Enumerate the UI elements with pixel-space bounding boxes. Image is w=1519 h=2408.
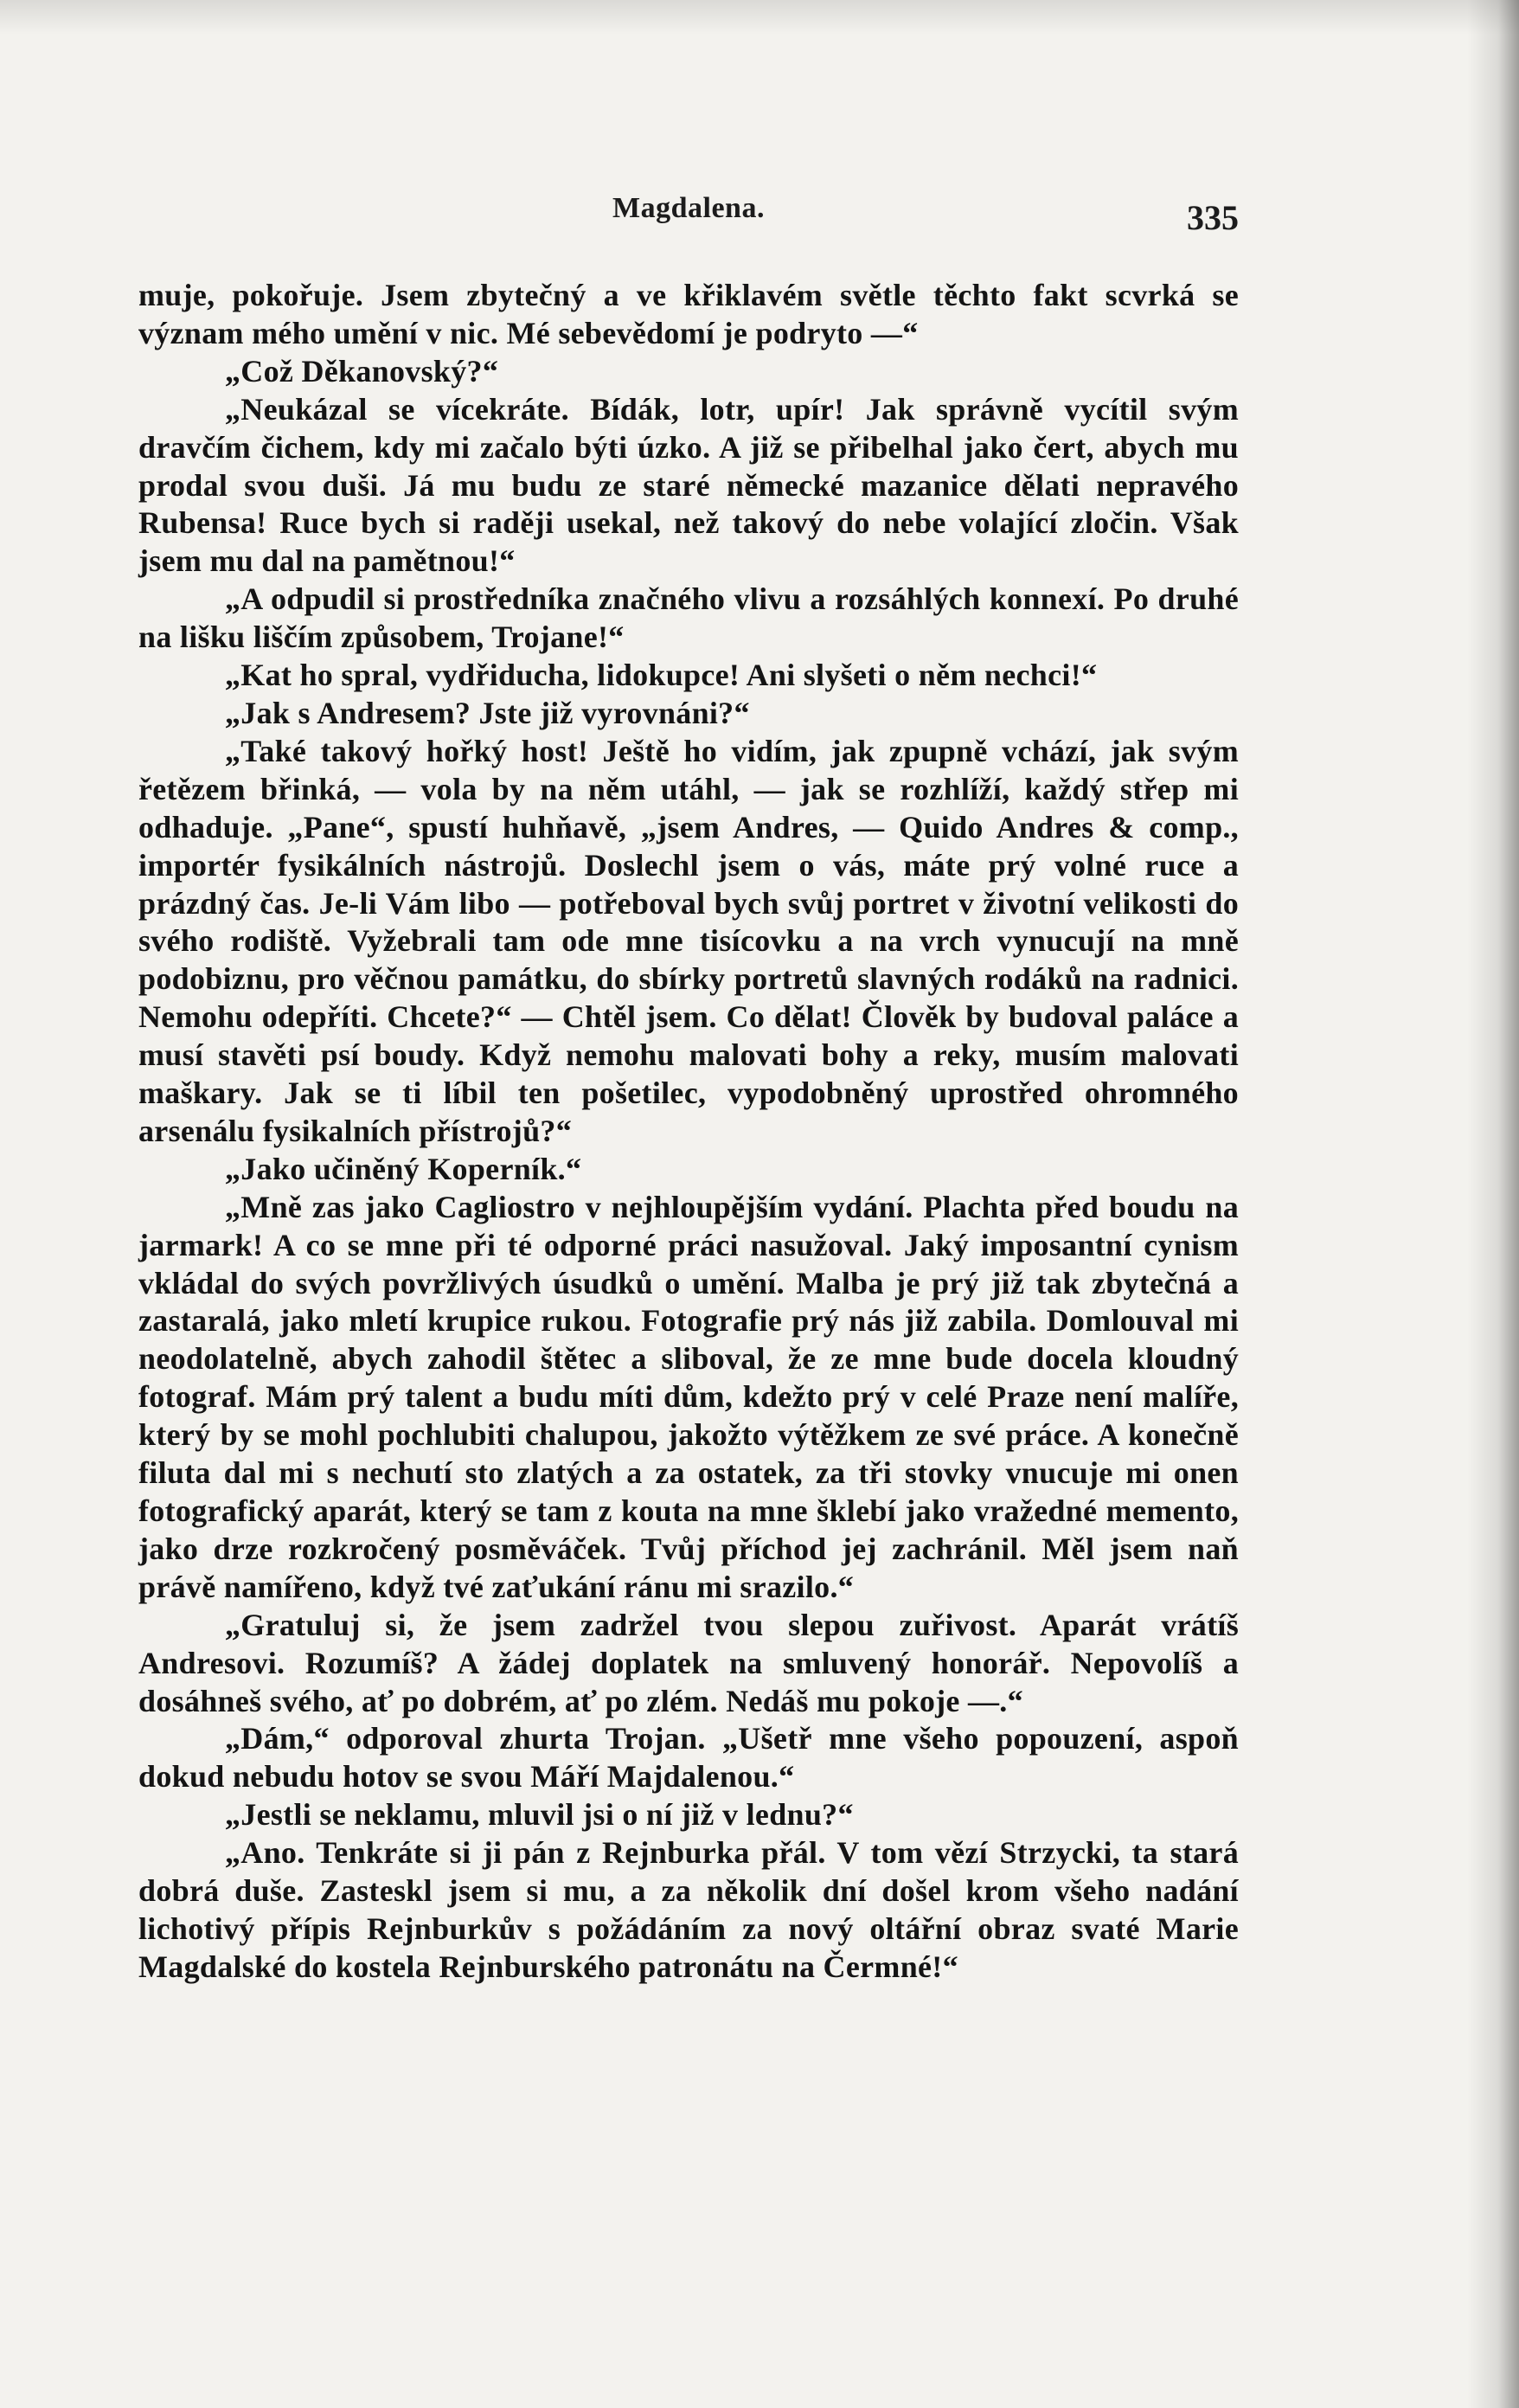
paragraph: „A odpudil si prostředníka značného vlivu a rozsáhlých konnexí. Po druhé na lišku liščím způsobem, Trojane!“ (138, 581, 1239, 655)
paragraph: „Mně zas jako Cagliostro v nejhloupějším vydání. Plachta před boudu na jarmark! A co se mne při té odporné práci nasužoval. Jaký imposantní cynism vkládal do svých povržlivých úsudků o umění. Malba je prý již tak zbytečná a zastaralá, jako mletí krupice rukou. Fotografie prý nás již zabila. Domlouval mi neodolatelně, abych zahodil štětec a sliboval, že ze mne bude docela kloudný fotograf. Mám prý talent a budu míti dům, kdežto prý v celé Praze není malíře, který by se mohl pochlubiti chalupou, jakožto výtěžkem ze své práce. A konečně filuta dal mi s nechutí sto zlatých a za ostatek, za tři stovky vnucuje mi onen fotografický aparát, který se tam z kouta na mne šklebí jako vražedné memento, jako drze rozkročený posměváček. Tvůj příchod jej zachránil. Měl jsem naň právě namířeno, když tvé zaťukání ránu mi srazilo.“ (138, 1189, 1239, 1604)
paragraph: „Jestli se neklamu, mluvil jsi o ní již v lednu?“ (225, 1797, 854, 1833)
running-head (138, 192, 1239, 244)
body-text (138, 277, 1239, 1987)
paragraph: „Jako učiněný Koperník.“ (225, 1151, 582, 1186)
paragraph: „Také takový hořký host! Ještě ho vidím, jak zpupně vchází, jak svým řetězem břinká, — vola by na něm utáhl, — jak se rozhlíží, každý střep mi odhaduje. „Pane“, spustí huhňavě, „jsem Andres, — Quido Andres & comp., importér fysikálních nástrojů. Doslechl jsem o vás, máte prý volné ruce a prázdný čas. Je-li Vám libo — potřeboval bych svůj portret v životní velikosti do svého rodiště. Vyžebrali tam ode mne tisícovku a na vrch vynucují na mně podobiznu, pro věčnou památku, do sbírky portretů slavných rodáků na radnici. Nemohu odepříti. Chcete?“ — Chtěl jsem. Co dělat! Člověk by budoval paláce a musí stavěti psí boudy. Když nemohu malovati bohy a reky, musím malovati maškary. Jak se ti líbil ten pošetilec, vypodobněný uprostřed ohromného arsenálu fysikalních přístrojů?“ (138, 733, 1239, 1148)
paragraph: „Kat ho spral, vydřiducha, lidokupce! Ani slyšeti o něm nechci!“ (225, 658, 1098, 693)
paragraph: „Ano. Tenkráte si ji pán z Rejnburka přál. V tom vězí Strzycki, ta stará dobrá duše. Zasteskl jsem si mu, a za několik dní došel krom všeho nadání lichotivý přípis Rejnburkův s požádáním za nový oltářní obraz svaté Marie Magdalské do kostela Rejnburského patronátu na Čermné!“ (138, 1835, 1239, 1984)
page-number: 335 (1187, 198, 1239, 237)
paragraph: „Neukázal se vícekráte. Bídák, lotr, upír! Jak správně vycítil svým dravčím čichem, kdy mi začalo býti úzko. A již se přibelhal jako čert, abych mu prodal svou duši. Já mu budu ze staré německé mazanice dělati nepravého Rubensa! Ruce bych si raději usekal, než takový do nebe volající zločin. Však jsem mu dal na pamětnou!“ (138, 391, 1239, 579)
paragraph: „Gratuluj si, že jsem zadržel tvou slepou zuřivost. Aparát vrátíš Andresovi. Rozumíš? A žádej doplatek na smluvený honorář. Nepovolíš a dosáhneš svého, ať po dobrém, ať po zlém. Nedáš mu pokoje —.“ (138, 1607, 1239, 1718)
page-edge-shadow (1467, 0, 1519, 2408)
paragraph: „Což Děkanovský?“ (225, 353, 499, 388)
paragraph: muje, pokořuje. Jsem zbytečný a ve křiklavém světle těchto fakt scvrká se význam mého umění v nic. Mé sebevědomí je podryto —“ (138, 278, 1239, 350)
paragraph: „Dám,“ odporoval zhurta Trojan. „Ušetř mne všeho popouzení, aspoň dokud nebudu hotov se svou Máří Majdalenou.“ (138, 1721, 1239, 1795)
paragraph: „Jak s Andresem? Jste již vyrovnáni?“ (225, 695, 750, 730)
page-top-shadow (0, 0, 1519, 35)
running-title: Magdalena. (612, 192, 765, 224)
